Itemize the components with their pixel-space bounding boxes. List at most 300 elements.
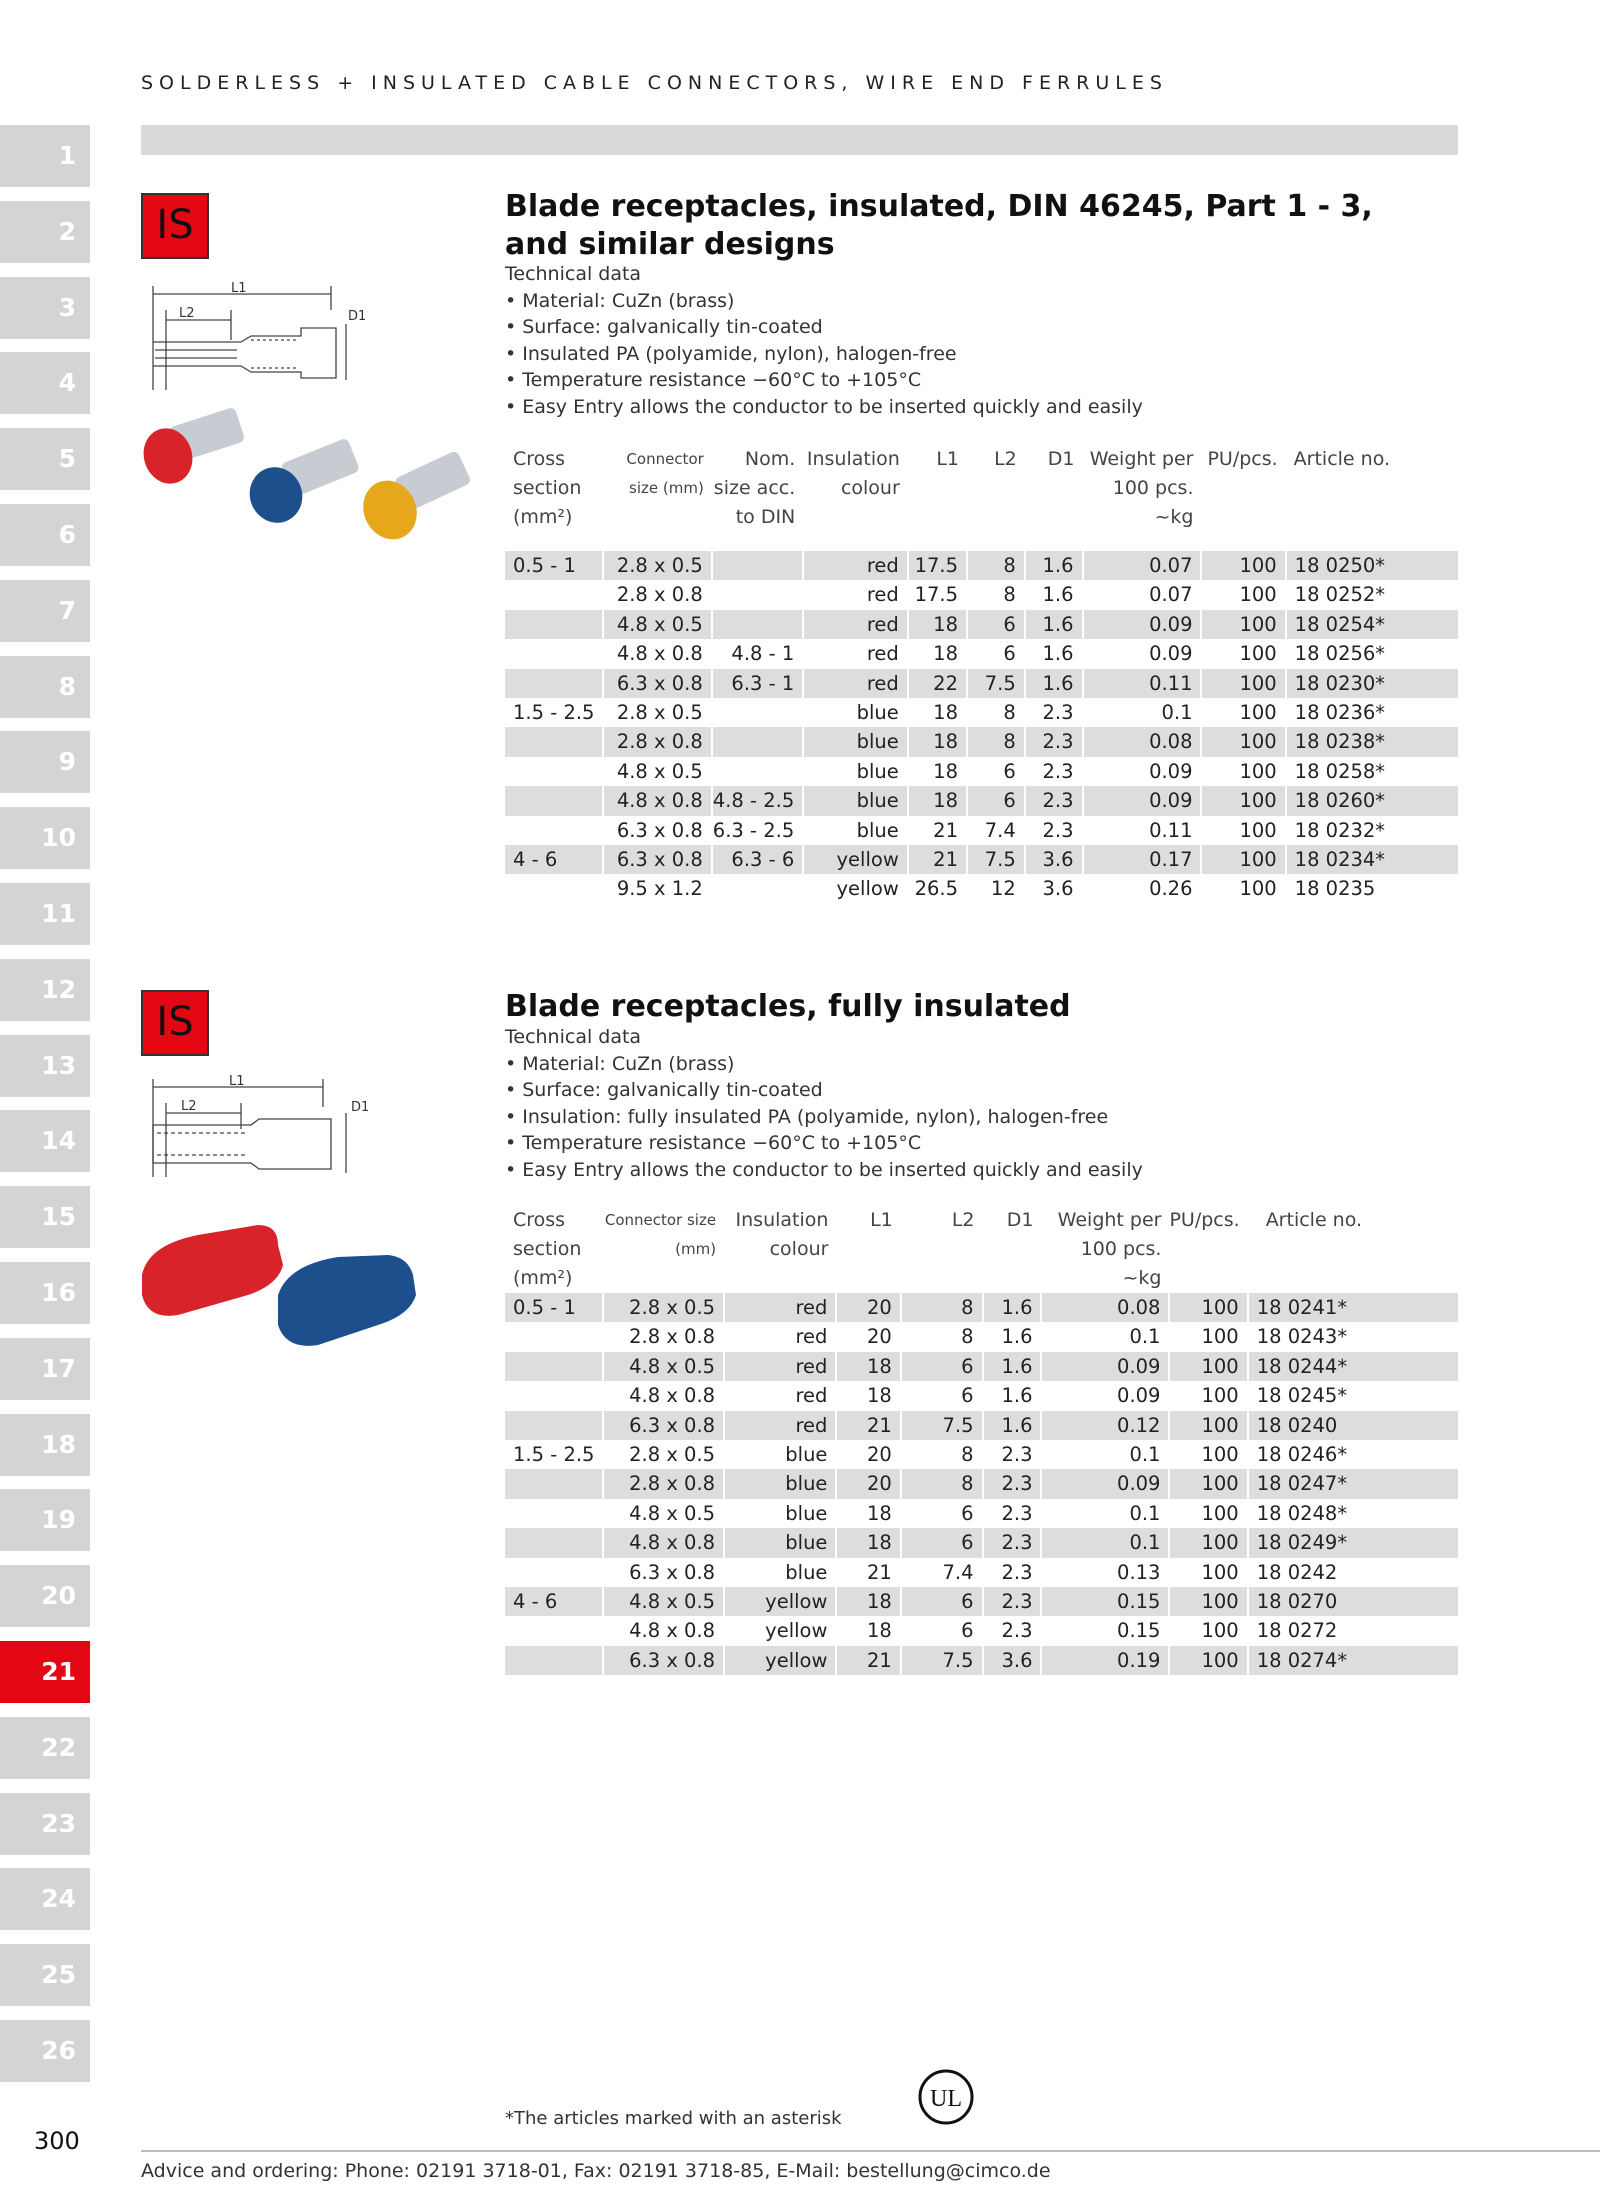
table-cell: 0.11 [1083,669,1202,698]
table-cell: 4.8 x 0.8 [603,1528,724,1557]
col-l2: L2 [994,448,1017,470]
table-cell: 6.3 - 1 [712,669,803,698]
table-cell: 18 0247* [1248,1469,1459,1498]
table-cell: 6 [967,639,1025,668]
chapter-tab-19[interactable]: 19 [0,1489,90,1551]
table-cell [505,1411,603,1440]
table-cell: 0.08 [1041,1293,1169,1322]
table-cell: 21 [836,1558,900,1587]
table-cell [505,1528,603,1557]
table-cell: 6.3 x 0.8 [603,845,711,874]
table-cell [505,610,603,639]
table-cell: yellow [724,1646,836,1675]
table-cell: 6 [901,1587,983,1616]
spec-bullet: • Material: CuZn (brass) [505,1052,735,1075]
table-cell: 2.8 x 0.8 [603,1322,724,1351]
chapter-tab-21[interactable]: 21 [0,1641,90,1703]
table-row [505,816,1459,845]
table-cell: blue [803,786,908,815]
table-row [505,639,1459,668]
table-cell: 0.07 [1083,580,1202,609]
table-cell: 18 [908,786,967,815]
table-row [505,1293,1459,1322]
table-cell: 7.5 [967,845,1025,874]
table-cell: 100 [1169,1558,1247,1587]
table-cell: 2.8 x 0.5 [603,1440,724,1469]
table-row [505,1616,1459,1645]
col-insulation: Insulation colour [735,1209,829,1260]
table-cell: yellow [724,1616,836,1645]
table-cell: 18 [836,1587,900,1616]
table-cell [505,874,603,903]
col-cross-section: Cross section (mm²) [513,1209,582,1289]
table-cell: 2.8 x 0.8 [603,727,711,756]
table-cell: 22 [908,669,967,698]
table-cell: 100 [1169,1499,1247,1528]
table-cell: 2.3 [983,1587,1042,1616]
chapter-tab-5[interactable]: 5 [0,428,90,490]
table-cell: 1.6 [1025,639,1083,668]
table-cell: 18 0241* [1248,1293,1459,1322]
section2-title: Blade receptacles, fully insulated [505,989,1071,1024]
table-cell: 2.3 [983,1528,1042,1557]
chapter-tab-9[interactable]: 9 [0,731,90,793]
table-cell [505,1381,603,1410]
chapter-tab-17[interactable]: 17 [0,1338,90,1400]
table-cell [505,1352,603,1381]
chapter-tab-7[interactable]: 7 [0,580,90,642]
table-cell: 100 [1169,1293,1247,1322]
section2-technical-data: Technical data • Material: CuZn (brass) • Surface: galvanically tin-coated • Insulation: fully insulated PA (polyamide, nylon), halogen-free • Temperature resistance −60°C to +105°C • Easy Entry allows the conductor to be inserted quickly and easily [505,1024,1143,1183]
chapter-tab-13[interactable]: 13 [0,1035,90,1097]
table-cell: 18 0274* [1248,1646,1459,1675]
table-cell: 100 [1201,786,1285,815]
ul-certification-logo [918,2069,974,2125]
table-cell: 100 [1201,551,1285,580]
chapter-tab-8[interactable]: 8 [0,656,90,718]
table-cell: 100 [1169,1440,1247,1469]
table-cell: 18 0243* [1248,1322,1459,1351]
table-cell: 1.5 - 2.5 [505,1440,603,1469]
table-cell: red [803,580,908,609]
section1-technical-data: Technical data • Material: CuZn (brass) • Surface: galvanically tin-coated • Insulated PA (polyamide, nylon), halogen-free • Temperature resistance −60°C to +105°C • Easy Entry allows the conductor to be inserted quickly and easily [505,261,1143,420]
chapter-tab-10[interactable]: 10 [0,807,90,869]
table-cell: 18 0270 [1248,1587,1459,1616]
table-cell: 100 [1201,698,1285,727]
table-cell [505,1469,603,1498]
table-cell: 2.3 [983,1558,1042,1587]
table-cell [505,669,603,698]
chapter-tab-14[interactable]: 14 [0,1110,90,1172]
table-row [505,757,1459,786]
footnote: *The articles marked with an asterisk [505,2108,842,2129]
table-cell: 4 - 6 [505,845,603,874]
table-cell: 2.3 [1025,816,1083,845]
chapter-tab-6[interactable]: 6 [0,504,90,566]
table-row [505,1558,1459,1587]
table-cell: 0.1 [1041,1322,1169,1351]
table-row [505,786,1459,815]
table-cell: 6 [901,1352,983,1381]
table-cell: 1.6 [983,1381,1042,1410]
table-cell: 18 0250* [1286,551,1459,580]
table-cell: 6 [901,1381,983,1410]
table-cell: yellow [724,1587,836,1616]
table-cell: 18 0245* [1248,1381,1459,1410]
table-cell: 6 [967,757,1025,786]
svg-text:UL: UL [930,2086,962,2112]
chapter-tab-18[interactable]: 18 [0,1414,90,1476]
table-cell: 4.8 x 0.5 [603,1499,724,1528]
table-cell: 8 [967,551,1025,580]
table-row [505,727,1459,756]
table-cell: 4.8 - 2.5 [712,786,803,815]
table-cell: 18 0244* [1248,1352,1459,1381]
spec-bullet: • Surface: galvanically tin-coated [505,1079,823,1101]
table-cell: 18 0236* [1286,698,1459,727]
col-d1: D1 [1006,1209,1034,1231]
table-cell: 1.6 [1025,669,1083,698]
col-cross-section: Cross section (mm²) [513,448,582,528]
table-cell: 6 [901,1528,983,1557]
chapter-tab-4[interactable]: 4 [0,352,90,414]
table-cell: 6.3 x 0.8 [603,1558,724,1587]
table-cell: red [724,1322,836,1351]
table-cell: 7.4 [967,816,1025,845]
table-cell: 1.6 [983,1411,1042,1440]
table-cell: blue [724,1440,836,1469]
table-cell: 2.8 x 0.8 [603,1469,724,1498]
table-cell: 18 [836,1352,900,1381]
table-cell: 2.8 x 0.5 [603,698,711,727]
table-cell: 100 [1169,1352,1247,1381]
col-article: Article no. [1265,1209,1363,1231]
table-row [505,1528,1459,1557]
is-badge: IS [141,990,209,1056]
fully-insulated-diagram [141,1073,371,1183]
table-cell: 6 [901,1499,983,1528]
table-cell: 18 0240 [1248,1411,1459,1440]
table-cell: 20 [836,1469,900,1498]
table-row [505,1352,1459,1381]
table-cell: 20 [836,1293,900,1322]
table-cell: 6 [967,786,1025,815]
table-cell: 1.6 [983,1293,1042,1322]
section1-spec-table [505,445,1460,904]
col-connector-size: Connector size (mm) [604,1211,717,1258]
table-cell: 3.6 [1025,845,1083,874]
table-cell: 6.3 - 2.5 [712,816,803,845]
table-cell [505,727,603,756]
chapter-tab-11[interactable]: 11 [0,883,90,945]
table-cell: 100 [1169,1646,1247,1675]
table-cell [505,757,603,786]
col-insulation: Insulation colour [806,448,900,499]
table-cell: 18 [836,1499,900,1528]
table-row [505,610,1459,639]
chapter-tab-15[interactable]: 15 [0,1186,90,1248]
page-number: 300 [34,2127,80,2155]
table-cell: 0.15 [1041,1616,1169,1645]
table-cell: 100 [1169,1411,1247,1440]
table-cell: 0.19 [1041,1646,1169,1675]
table-cell: 18 0232* [1286,816,1459,845]
table-cell [505,1558,603,1587]
table-cell: 0.07 [1083,551,1202,580]
table-cell: 100 [1201,874,1285,903]
table-cell: 1.6 [1025,610,1083,639]
table-cell: red [724,1381,836,1410]
chapter-tab-23[interactable]: 23 [0,1793,90,1855]
spec-bullet: • Easy Entry allows the conductor to be inserted quickly and easily [505,1158,1143,1181]
table-cell: 2.3 [1025,786,1083,815]
spec-bullet: • Easy Entry allows the conductor to be inserted quickly and easily [505,395,1143,418]
table-row [505,669,1459,698]
table-cell: 7.5 [967,669,1025,698]
col-d1: D1 [1047,448,1075,470]
table-cell: blue [724,1499,836,1528]
table-cell: 18 0249* [1248,1528,1459,1557]
table-cell: 0.12 [1041,1411,1169,1440]
table-cell [505,1322,603,1351]
table-row [505,845,1459,874]
table-cell: 3.6 [1025,874,1083,903]
table-cell: 0.1 [1041,1440,1169,1469]
table-cell: blue [803,757,908,786]
is-badge: IS [141,193,209,259]
header-bar [141,125,1458,155]
table-cell: 18 0258* [1286,757,1459,786]
table-cell: 100 [1201,757,1285,786]
chapter-tab-3[interactable]: 3 [0,277,90,339]
table-cell [505,1499,603,1528]
table-row [505,874,1459,903]
table-cell: red [803,669,908,698]
table-cell: 21 [836,1411,900,1440]
table-cell: 0.09 [1083,639,1202,668]
table-cell: 18 [908,639,967,668]
table-cell: 0.15 [1041,1587,1169,1616]
table-cell: 0.09 [1041,1381,1169,1410]
table-cell: 6.3 x 0.8 [603,1646,724,1675]
table-cell: 18 0242 [1248,1558,1459,1587]
chapter-tab-22[interactable]: 22 [0,1717,90,1779]
table-cell: 17.5 [908,580,967,609]
chapter-tab-2[interactable]: 2 [0,201,90,263]
table-cell: 4 - 6 [505,1587,603,1616]
table-cell: blue [803,698,908,727]
table-cell: 8 [901,1469,983,1498]
table-cell [712,551,803,580]
table-cell: 100 [1201,639,1285,668]
chapter-tab-20[interactable]: 20 [0,1565,90,1627]
col-weight: Weight per 100 pcs. ~kg [1057,1209,1162,1289]
table-row [505,1381,1459,1410]
table-cell: blue [724,1469,836,1498]
table-cell: 18 0238* [1286,727,1459,756]
table-cell [712,580,803,609]
table-cell: 0.5 - 1 [505,551,603,580]
table-row [505,580,1459,609]
table-cell: 0.1 [1083,698,1202,727]
table-cell: 18 0234* [1286,845,1459,874]
table-cell: 18 [908,610,967,639]
table-cell: 8 [901,1440,983,1469]
table-cell: 0.13 [1041,1558,1169,1587]
table-cell: 17.5 [908,551,967,580]
table-cell [505,1646,603,1675]
table-cell: blue [724,1558,836,1587]
table-cell: 20 [836,1322,900,1351]
spec-bullet: • Temperature resistance −60°C to +105°C [505,369,922,391]
product-photo-insulated [138,400,478,550]
table-cell: 0.09 [1041,1469,1169,1498]
table-cell [712,610,803,639]
table-cell: 18 0254* [1286,610,1459,639]
table-cell: 2.8 x 0.5 [603,1293,724,1322]
table-cell: 1.6 [1025,580,1083,609]
table-row [505,698,1459,727]
chapter-tab-16[interactable]: 16 [0,1262,90,1324]
table-cell: 0.26 [1083,874,1202,903]
col-l1: L1 [936,448,959,470]
table-cell: 2.8 x 0.5 [603,551,711,580]
table-cell: yellow [803,874,908,903]
chapter-tab-12[interactable]: 12 [0,959,90,1021]
table-cell [712,727,803,756]
table-cell [712,698,803,727]
table-cell: 18 0256* [1286,639,1459,668]
table-cell: 4.8 x 0.8 [603,1616,724,1645]
table-cell: 0.09 [1083,786,1202,815]
col-weight: Weight per 100 pcs. ~kg [1089,448,1194,528]
table-cell: 100 [1169,1616,1247,1645]
table-row [505,1499,1459,1528]
table-cell: 18 [836,1381,900,1410]
chapter-tab-25[interactable]: 25 [0,1944,90,2006]
table-cell: 18 0252* [1286,580,1459,609]
table-cell: 4.8 x 0.5 [603,610,711,639]
table-cell: 100 [1169,1587,1247,1616]
table-cell: red [724,1352,836,1381]
table-cell: red [803,639,908,668]
table-cell: 8 [967,727,1025,756]
table-cell [712,874,803,903]
col-connector-size: Connector size (mm) [626,450,704,497]
spec-bullet: • Material: CuZn (brass) [505,289,735,312]
table-cell: 1.6 [983,1322,1042,1351]
col-pu: PU/pcs. [1207,448,1278,470]
table-cell: 7.5 [901,1411,983,1440]
table-cell: 18 [908,698,967,727]
table-cell: 0.09 [1083,757,1202,786]
table-row [505,1440,1459,1469]
table-cell: 4.8 - 1 [712,639,803,668]
table-cell: 18 [836,1528,900,1557]
table-cell: 0.09 [1041,1352,1169,1381]
section1-title: Blade receptacles, insulated, DIN 46245, Part 1 - 3, and similar designs [505,189,1373,262]
table-cell: red [724,1411,836,1440]
table-cell [505,816,603,845]
table-cell: 2.3 [983,1499,1042,1528]
table-cell: 8 [901,1322,983,1351]
table-cell [712,757,803,786]
table-cell: 4.8 x 0.5 [603,1352,724,1381]
chapter-tab-24[interactable]: 24 [0,1868,90,1930]
table-cell: 4.8 x 0.5 [603,1587,724,1616]
table-cell: 0.09 [1083,610,1202,639]
svg-text:L1: L1 [229,1074,245,1089]
table-cell: 21 [908,816,967,845]
table-cell: yellow [803,845,908,874]
table-cell: 20 [836,1440,900,1469]
table-cell: 0.5 - 1 [505,1293,603,1322]
table-cell: 4.8 x 0.8 [603,786,711,815]
receptacle-diagram [141,280,366,395]
col-pu: PU/pcs. [1169,1209,1240,1231]
table-cell: 4.8 x 0.8 [603,1381,724,1410]
spec-bullet: • Surface: galvanically tin-coated [505,316,823,338]
table-cell [505,639,603,668]
table-cell: 0.08 [1083,727,1202,756]
table-cell: 9.5 x 1.2 [603,874,711,903]
table-cell: blue [803,816,908,845]
table-cell [505,1616,603,1645]
table-cell: 6 [967,610,1025,639]
table-cell: 100 [1201,727,1285,756]
table-cell: 2.3 [983,1469,1042,1498]
table-cell: 2.3 [983,1440,1042,1469]
table-cell: 0.1 [1041,1499,1169,1528]
product-photo-fully-insulated [138,1205,458,1375]
table-cell: 100 [1169,1381,1247,1410]
table-cell: 6.3 x 0.8 [603,1411,724,1440]
table-cell: 100 [1169,1322,1247,1351]
table-cell: blue [803,727,908,756]
table-cell: 7.4 [901,1558,983,1587]
table-cell [505,580,603,609]
section2-spec-table [505,1206,1460,1675]
table-cell: 6 [901,1616,983,1645]
col-l1: L1 [870,1209,893,1231]
table-cell: 6.3 x 0.8 [603,816,711,845]
table-cell: 100 [1169,1528,1247,1557]
table-cell: 0.11 [1083,816,1202,845]
table-cell: 8 [901,1293,983,1322]
table-cell: red [803,551,908,580]
chapter-tab-1[interactable]: 1 [0,125,90,187]
table-cell: 26.5 [908,874,967,903]
table-cell: 18 [908,757,967,786]
table-cell: red [724,1293,836,1322]
table-cell: 18 0260* [1286,786,1459,815]
table-cell: 1.5 - 2.5 [505,698,603,727]
table-cell: 8 [967,698,1025,727]
table-cell: 6.3 x 0.8 [603,669,711,698]
table-cell: 100 [1201,610,1285,639]
table-cell: 2.8 x 0.8 [603,580,711,609]
table-cell: 18 0235 [1286,874,1459,903]
table-cell [505,786,603,815]
spec-bullet: • Temperature resistance −60°C to +105°C [505,1132,922,1154]
table-cell: 12 [967,874,1025,903]
table-cell: 18 [908,727,967,756]
table-cell: 7.5 [901,1646,983,1675]
table-cell: 6.3 - 6 [712,845,803,874]
col-nom-size: Nom. size acc. to DIN [713,448,796,528]
table-row [505,1469,1459,1498]
chapter-tab-26[interactable]: 26 [0,2020,90,2082]
